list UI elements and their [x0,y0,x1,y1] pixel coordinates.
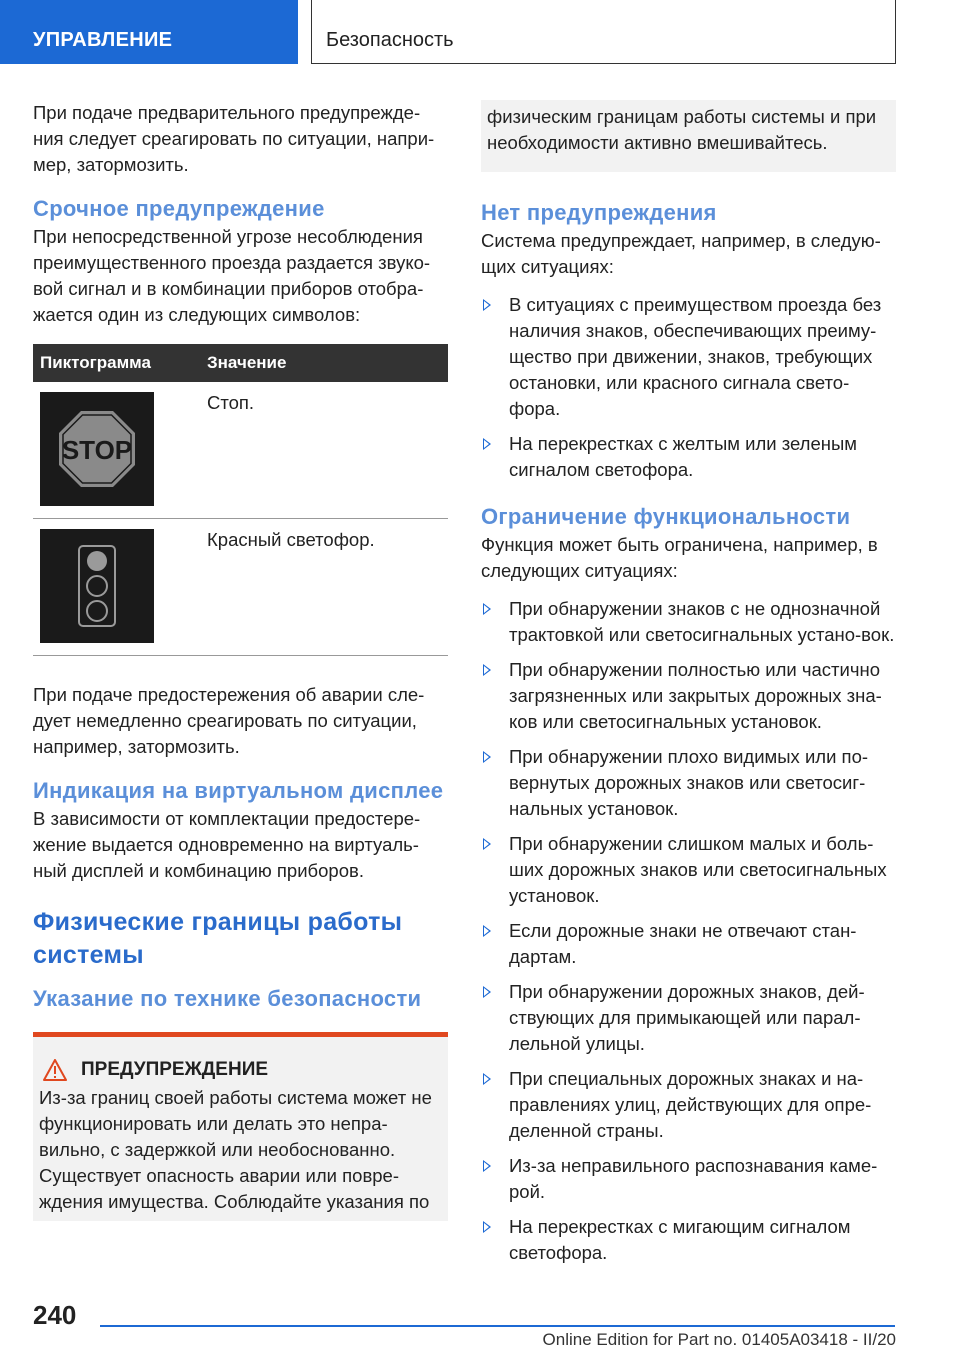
limitation-heading: Ограничение функциональности [481,504,851,529]
warning-triangle-icon [43,1059,67,1081]
virtual-display-heading: Индикация на виртуальном дисплее [33,778,444,803]
warning-box [33,1032,448,1221]
section-tab: УПРАВЛЕНИЕ [0,0,298,64]
red-traffic-light-icon [40,529,154,643]
meaning-red-light: Красный светофор. [200,519,448,656]
page-number: 240 [33,1300,77,1330]
bullet-triangle-icon [483,438,491,450]
bullet-triangle-icon [483,838,491,850]
meaning-stop: Стоп. [200,382,448,519]
list-item: Если дорожные знаки не отвечают стан-дартам. [481,918,896,970]
symbol-table [33,344,448,656]
warning-continued [481,100,896,172]
stop-sign-icon [40,392,154,506]
list-item: На перекрестках с желтым или зеленым сигналом светофора. [481,431,896,483]
bullet-triangle-icon [483,986,491,998]
urgent-warning-text: При непосредственной угрозе несоблюдения преимущественного проезда раздается звуко-вой сигнал и в комбинации приборов отобра-жается один из следующих символов: [33,226,431,325]
table-row [33,382,448,519]
svg-text:STOP: STOP [61,435,133,465]
table-header-pictogram: Пиктограмма [33,344,200,382]
bullet-triangle-icon [483,751,491,763]
collision-warning-text: При подаче предостережения об аварии сле-дует немедленно среагировать по ситуации, например, затормозить. [33,684,425,757]
bullet-triangle-icon [483,1221,491,1233]
list-item: При обнаружении слишком малых и боль-ших дорожных знаков или светосигнальных установок. [481,831,896,909]
no-warning-list [481,292,896,483]
list-item: На перекрестках с мигающим сигналом светофора. [481,1214,896,1266]
list-item: Из-за неправильного распознавания каме-рой. [481,1153,896,1205]
bullet-triangle-icon [483,299,491,311]
safety-note-heading: Указание по технике безопасности [33,986,422,1011]
no-warning-text: Система предупреждает, например, в следую-щих ситуациях: [481,230,881,277]
footer-divider [100,1325,895,1327]
bullet-triangle-icon [483,1073,491,1085]
warning-text: Из-за границ своей работы система может не функционировать или делать это непра-вильно, с задержкой или необоснованно. Существует опасность аварии или повре-ждения имущества. Соблюдайте указания по [39,1087,432,1212]
table-header-meaning: Значение [200,344,448,382]
warning-title: ПРЕДУПРЕЖДЕНИЕ [81,1059,269,1080]
list-item: В ситуациях с преимуществом проезда без наличия знаков, обеспечивающих преиму-щество при движении, знаков, требующих остановки, или красного сигнала свето-фора. [481,292,896,422]
system-limits-heading: Физические границы работы системы [33,908,403,969]
urgent-warning-heading: Срочное предупреждение [33,196,325,221]
no-warning-heading: Нет предупреждения [481,200,717,225]
left-column [33,100,448,1221]
warning-continued-text: физическим границам работы системы и при необходимости активно вмешивайтесь. [487,106,877,153]
list-item: При обнаружении плохо видимых или по-вернутых дорожных знаков или светосиг-нальных установок. [481,744,896,822]
topic-tab: Безопасность [311,0,896,64]
right-column [481,100,896,1275]
virtual-display-text: В зависимости от комплектации предостере-жение выдается одновременно на виртуаль-ный дисплей и комбинацию приборов. [33,808,421,881]
table-row [33,519,448,656]
list-item: При обнаружении полностью или частично загрязненных или закрытых дорожных зна-ков или светосигнальных установок. [481,657,896,735]
list-item: При специальных дорожных знаках и на-правлениях улиц, действующих для опре-деленной страны. [481,1066,896,1144]
list-item: При обнаружении дорожных знаков, дей-ствующих для примыкающей или парал-лельной улицы. [481,979,896,1057]
bullet-triangle-icon [483,925,491,937]
bullet-triangle-icon [483,603,491,615]
bullet-triangle-icon [483,1160,491,1172]
edition-footer: Online Edition for Part no. 01405A03418 - II/20 [542,1330,896,1349]
intro-paragraph: При подаче предварительного предупрежде-ния следует среагировать по ситуации, напри-мер, затормозить. [33,102,435,175]
limitation-text: Функция может быть ограничена, например, в следующих ситуациях: [481,534,878,581]
limitation-list [481,596,896,1266]
list-item: При обнаружении знаков с не однозначной трактовкой или светосигнальных устано-вок. [481,596,896,648]
bullet-triangle-icon [483,664,491,676]
